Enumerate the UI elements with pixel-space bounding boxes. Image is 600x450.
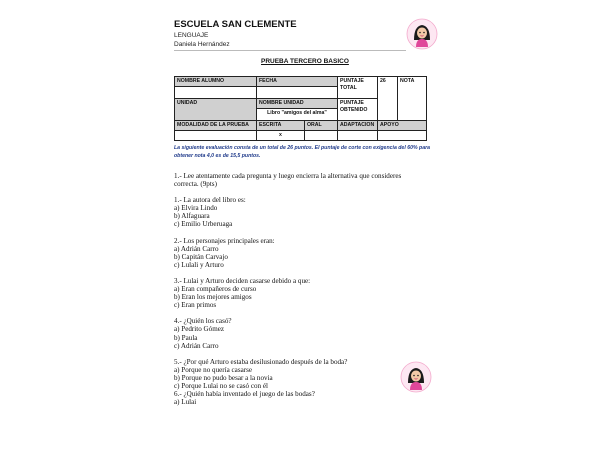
question-3-option-a[interactable]: a) Eran compañeros de curso (174, 285, 257, 294)
question-3: 3.- Lulai y Arturo deciden casarse debido a que: (174, 276, 311, 285)
test-title: PRUEBA TERCERO BASICO (261, 58, 349, 65)
adaptacion-label: ADAPTACION (338, 121, 378, 131)
instructions-line-2: correcta. (9pts) (174, 180, 217, 189)
fecha-field[interactable] (257, 87, 338, 99)
puntaje-total-label: PUNTAJE TOTAL (338, 77, 378, 99)
question-5-option-b[interactable]: b) Porque no pudo besar a la novia (174, 373, 273, 382)
teacher-name: Daniela Hernández (174, 41, 230, 48)
question-5-option-c[interactable]: c) Porque Lulai no se casó con él (174, 381, 268, 390)
question-2-option-c[interactable]: c) Lulali y Arturo (174, 260, 224, 269)
question-5: 5.- ¿Por qué Arturo estaba desilusionado después de la boda? (174, 357, 348, 366)
question-4-option-b[interactable]: b) Paula (174, 333, 198, 342)
escrita-label: ESCRITA (257, 121, 305, 131)
question-6-option-a[interactable]: a) Lulai (174, 398, 197, 407)
nombre-unidad-value: Libro "amigos del alma" (257, 109, 338, 121)
puntaje-total-value: 26 (378, 77, 398, 121)
nombre-alumno-label: NOMBRE ALUMNO (175, 77, 257, 87)
teacher-avatar-sticker (406, 18, 438, 50)
instructions-line-1: 1.- Lee atentamente cada pregunta y luego encierra la alternativa que consideres (174, 172, 402, 180)
question-4-option-a[interactable]: a) Pedrito Gómez (174, 325, 225, 334)
question-2-option-b[interactable]: b) Capitán Carvajo (174, 252, 228, 261)
teacher-avatar-sticker-bottom (400, 361, 432, 393)
question-3-option-b[interactable]: b) Eran los mejores amigos (174, 293, 252, 302)
nombre-alumno-field[interactable] (175, 87, 257, 99)
question-2: 2.- Los personajes principales eran: (174, 236, 275, 245)
question-1-option-a[interactable]: a) Elvira Lindo (174, 204, 218, 213)
modalidad-value (175, 131, 257, 141)
question-2-option-a[interactable]: a) Adrián Carro (174, 244, 219, 253)
fecha-label: FECHA (257, 77, 338, 87)
puntaje-obtenido-label: PUNTAJE OBTENIDO (338, 99, 378, 121)
adaptacion-mark[interactable] (338, 131, 378, 141)
question-1-option-c[interactable]: c) Emilio Urberuaga (174, 220, 233, 229)
scoring-note: La siguiente evaluación consta de un total de 26 puntos. El puntaje de corte con exigencia del 60% para obtener nota 4,0 es de 15,5 puntos. (174, 145, 430, 159)
question-4-option-c[interactable]: c) Adrián Carro (174, 341, 219, 350)
question-1-option-b[interactable]: b) Alfaguara (174, 212, 210, 221)
question-5-option-a[interactable]: a) Porque no quería casarse (174, 365, 252, 374)
nombre-unidad-label: NOMBRE UNIDAD (257, 99, 338, 109)
questions-section (174, 172, 424, 406)
escrita-mark[interactable]: x (257, 131, 305, 141)
apoyo-mark[interactable] (378, 131, 427, 141)
school-name: ESCUELA SAN CLEMENTE (174, 19, 297, 30)
unidad-label: UNIDAD (175, 99, 257, 121)
oral-label: ORAL (305, 121, 338, 131)
nota-label: NOTA (398, 77, 427, 121)
question-3-option-c[interactable]: c) Eran primos (174, 301, 217, 310)
question-6: 6.- ¿Quién había inventado el juego de las bodas? (174, 390, 315, 399)
header-divider (174, 50, 406, 51)
apoyo-label: APOYO (378, 121, 427, 131)
student-info-table (174, 76, 427, 141)
question-4: 4.- ¿Quién los casó? (174, 317, 232, 326)
modalidad-label: MODALIDAD DE LA PRUEBA (175, 121, 257, 131)
subject-name: LENGUAJE (174, 32, 209, 39)
oral-mark[interactable] (305, 131, 338, 141)
question-1: 1.- La autora del libro es: (174, 196, 246, 205)
